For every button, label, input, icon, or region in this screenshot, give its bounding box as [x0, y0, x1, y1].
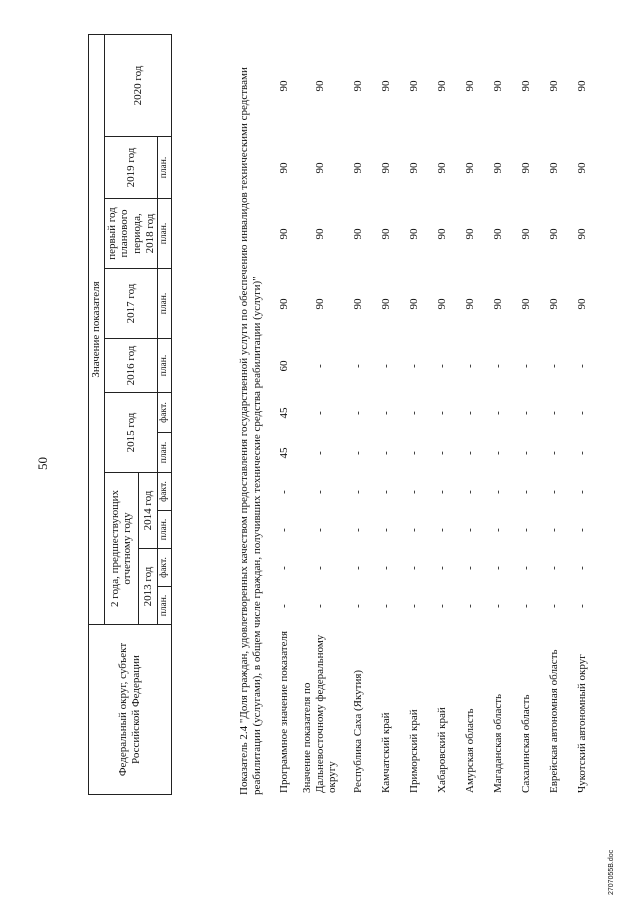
cell-value: 90 — [463, 162, 476, 174]
table-row — [428, 35, 456, 795]
cell-value: - — [277, 490, 290, 494]
cell-value: 90 — [351, 162, 364, 174]
cell-value: - — [407, 364, 420, 368]
data-table — [272, 35, 596, 795]
cell-value: - — [435, 604, 448, 608]
cell-value: - — [277, 528, 290, 532]
cell-value: - — [407, 566, 420, 570]
cell-value: - — [379, 490, 392, 494]
cell-value: - — [575, 528, 588, 532]
cell-value: - — [491, 604, 504, 608]
cell-value: - — [519, 566, 532, 570]
cell-value: - — [463, 528, 476, 532]
cell-value: 90 — [575, 228, 588, 240]
cell-value: - — [351, 528, 364, 532]
cell-value: - — [463, 566, 476, 570]
cell-value: 90 — [463, 298, 476, 310]
cell-value: - — [379, 364, 392, 368]
cell-value: - — [519, 451, 532, 455]
cell-value: 90 — [277, 228, 290, 240]
cell-value: 90 — [379, 162, 392, 174]
row-label: Республика Саха (Якутия) — [351, 669, 364, 793]
table-row — [372, 35, 400, 795]
header-plan: план. — [158, 511, 172, 549]
cell-value: - — [407, 604, 420, 608]
cell-value: 90 — [407, 228, 420, 240]
cell-value: - — [575, 604, 588, 608]
cell-value: 90 — [547, 80, 560, 92]
cell-value: - — [407, 451, 420, 455]
cell-value: 90 — [491, 80, 504, 92]
header-plan: план. — [158, 587, 172, 625]
cell-value: - — [491, 528, 504, 532]
cell-value: - — [519, 411, 532, 415]
cell-value: - — [519, 490, 532, 494]
cell-value: - — [575, 490, 588, 494]
cell-value: - — [407, 490, 420, 494]
table-row — [456, 35, 484, 795]
header-plan: план. — [158, 339, 172, 393]
cell-value: - — [547, 411, 560, 415]
cell-value: - — [491, 490, 504, 494]
row-label: Еврейская автономная область — [547, 649, 560, 793]
indicator-caption: Показатель 2.4 "Доля граждан, удовлетворенных качеством предоставления государственной услуги по обеспечению инвалидов техническими средствами реабилитации (услугами), в общем числе граждан, получивших технические средства реабилитации (услуги)" — [238, 67, 264, 795]
cell-value: 90 — [491, 162, 504, 174]
cell-value: - — [351, 490, 364, 494]
cell-value: - — [491, 566, 504, 570]
cell-value: 90 — [379, 298, 392, 310]
cell-value: - — [547, 566, 560, 570]
cell-value: 90 — [575, 80, 588, 92]
cell-value: - — [519, 528, 532, 532]
cell-value: - — [313, 411, 326, 415]
page-number: 50 — [35, 457, 50, 470]
header-2017: 2017 год — [104, 269, 158, 339]
header-2015: 2015 год — [104, 393, 158, 473]
table-row — [296, 35, 344, 795]
header-fact: факт. — [158, 473, 172, 511]
cell-value: 90 — [313, 298, 326, 310]
cell-value: 90 — [491, 298, 504, 310]
cell-value: - — [277, 604, 290, 608]
header-fact: факт. — [158, 549, 172, 587]
cell-value: - — [575, 411, 588, 415]
table-row — [484, 35, 512, 795]
cell-value: - — [575, 364, 588, 368]
cell-value: 90 — [491, 228, 504, 240]
cell-value: - — [519, 364, 532, 368]
cell-value: - — [379, 604, 392, 608]
cell-value: - — [575, 566, 588, 570]
cell-value: - — [547, 528, 560, 532]
cell-value: - — [463, 451, 476, 455]
header-2020: 2020 год — [104, 34, 171, 136]
cell-value: 60 — [277, 360, 290, 372]
header-2019: 2019 год — [104, 137, 158, 199]
cell-value: - — [547, 490, 560, 494]
cell-value: - — [463, 604, 476, 608]
table-row — [400, 35, 428, 795]
cell-value: 90 — [435, 298, 448, 310]
cell-value: 90 — [379, 80, 392, 92]
table-row — [344, 35, 372, 795]
cell-value: 90 — [351, 298, 364, 310]
cell-value: - — [463, 411, 476, 415]
cell-value: - — [313, 364, 326, 368]
header-2014: 2014 год — [139, 473, 158, 549]
cell-value: - — [379, 411, 392, 415]
cell-value: 90 — [277, 80, 290, 92]
cell-value: 90 — [463, 80, 476, 92]
cell-value: - — [277, 566, 290, 570]
cell-value: - — [351, 566, 364, 570]
cell-value: - — [351, 411, 364, 415]
cell-value: 90 — [313, 162, 326, 174]
cell-value: 90 — [407, 162, 420, 174]
cell-value: 90 — [519, 80, 532, 92]
row-label: Камчатский край — [379, 712, 392, 793]
row-label: Чукотский автономный округ — [575, 654, 588, 793]
cell-value: 45 — [277, 447, 290, 459]
cell-value: - — [463, 364, 476, 368]
cell-value: 90 — [435, 80, 448, 92]
header-plan: план. — [158, 199, 172, 269]
header-plan: план. — [158, 269, 172, 339]
cell-value: - — [351, 604, 364, 608]
row-label: Магаданская область — [491, 693, 504, 793]
row-label: Приморский край — [407, 709, 420, 793]
row-label: Программное значение показателя — [277, 630, 290, 793]
header-fact: факт. — [158, 393, 172, 433]
cell-value: - — [435, 490, 448, 494]
cell-value: 90 — [351, 80, 364, 92]
cell-value: - — [491, 411, 504, 415]
header-two-years-prior: 2 года, предшествующих отчетному году — [104, 473, 138, 625]
cell-value: - — [379, 566, 392, 570]
header-2013: 2013 год — [139, 549, 158, 625]
cell-value: 90 — [519, 298, 532, 310]
cell-value: 90 — [463, 228, 476, 240]
cell-value: 90 — [277, 162, 290, 174]
header-table — [88, 34, 172, 795]
cell-value: - — [435, 364, 448, 368]
cell-value: 90 — [313, 80, 326, 92]
cell-value: - — [313, 451, 326, 455]
cell-value: 90 — [519, 162, 532, 174]
cell-value: 90 — [519, 228, 532, 240]
cell-value: - — [435, 451, 448, 455]
cell-value: - — [379, 451, 392, 455]
cell-value: 45 — [277, 407, 290, 419]
cell-value: - — [313, 604, 326, 608]
cell-value: 90 — [575, 162, 588, 174]
cell-value: 90 — [435, 228, 448, 240]
header-plan: план. — [158, 433, 172, 473]
cell-value: - — [351, 451, 364, 455]
cell-value: 90 — [351, 228, 364, 240]
header-2018: первый год планового периода, 2018 год — [104, 199, 158, 269]
table-row — [540, 35, 568, 795]
cell-value: 90 — [575, 298, 588, 310]
cell-value: - — [491, 364, 504, 368]
row-label: Хабаровский край — [435, 707, 448, 793]
cell-value: - — [547, 451, 560, 455]
cell-value: 90 — [313, 228, 326, 240]
cell-value: - — [407, 411, 420, 415]
cell-value: - — [313, 528, 326, 532]
table-row — [568, 35, 596, 795]
cell-value: 90 — [547, 162, 560, 174]
header-plan: план. — [158, 137, 172, 199]
table-row — [272, 35, 296, 795]
header-2016: 2016 год — [104, 339, 158, 393]
table-row — [512, 35, 540, 795]
cell-value: - — [435, 411, 448, 415]
header-region: Федеральный округ, субъект Российской Федерации — [89, 625, 172, 795]
cell-value: 90 — [547, 228, 560, 240]
cell-value: - — [547, 364, 560, 368]
row-label: Амурская область — [463, 708, 476, 793]
cell-value: 90 — [435, 162, 448, 174]
row-label: Сахалинская область — [519, 694, 532, 793]
cell-value: 90 — [277, 298, 290, 310]
cell-value: 90 — [379, 228, 392, 240]
document-id: 2707055B.doc — [608, 849, 615, 895]
cell-value: 90 — [547, 298, 560, 310]
cell-value: - — [519, 604, 532, 608]
cell-value: 90 — [407, 80, 420, 92]
header-indicator-value: Значение показателя — [89, 34, 105, 624]
row-label: Значение показателя по Дальневосточному федеральному округу — [301, 634, 339, 793]
rotated-page-content — [30, 30, 615, 895]
cell-value: - — [435, 566, 448, 570]
cell-value: - — [463, 490, 476, 494]
cell-value: - — [313, 490, 326, 494]
cell-value: - — [575, 451, 588, 455]
cell-value: - — [491, 451, 504, 455]
cell-value: - — [407, 528, 420, 532]
cell-value: - — [547, 604, 560, 608]
cell-value: 90 — [407, 298, 420, 310]
cell-value: - — [435, 528, 448, 532]
cell-value: - — [313, 566, 326, 570]
cell-value: - — [351, 364, 364, 368]
cell-value: - — [379, 528, 392, 532]
